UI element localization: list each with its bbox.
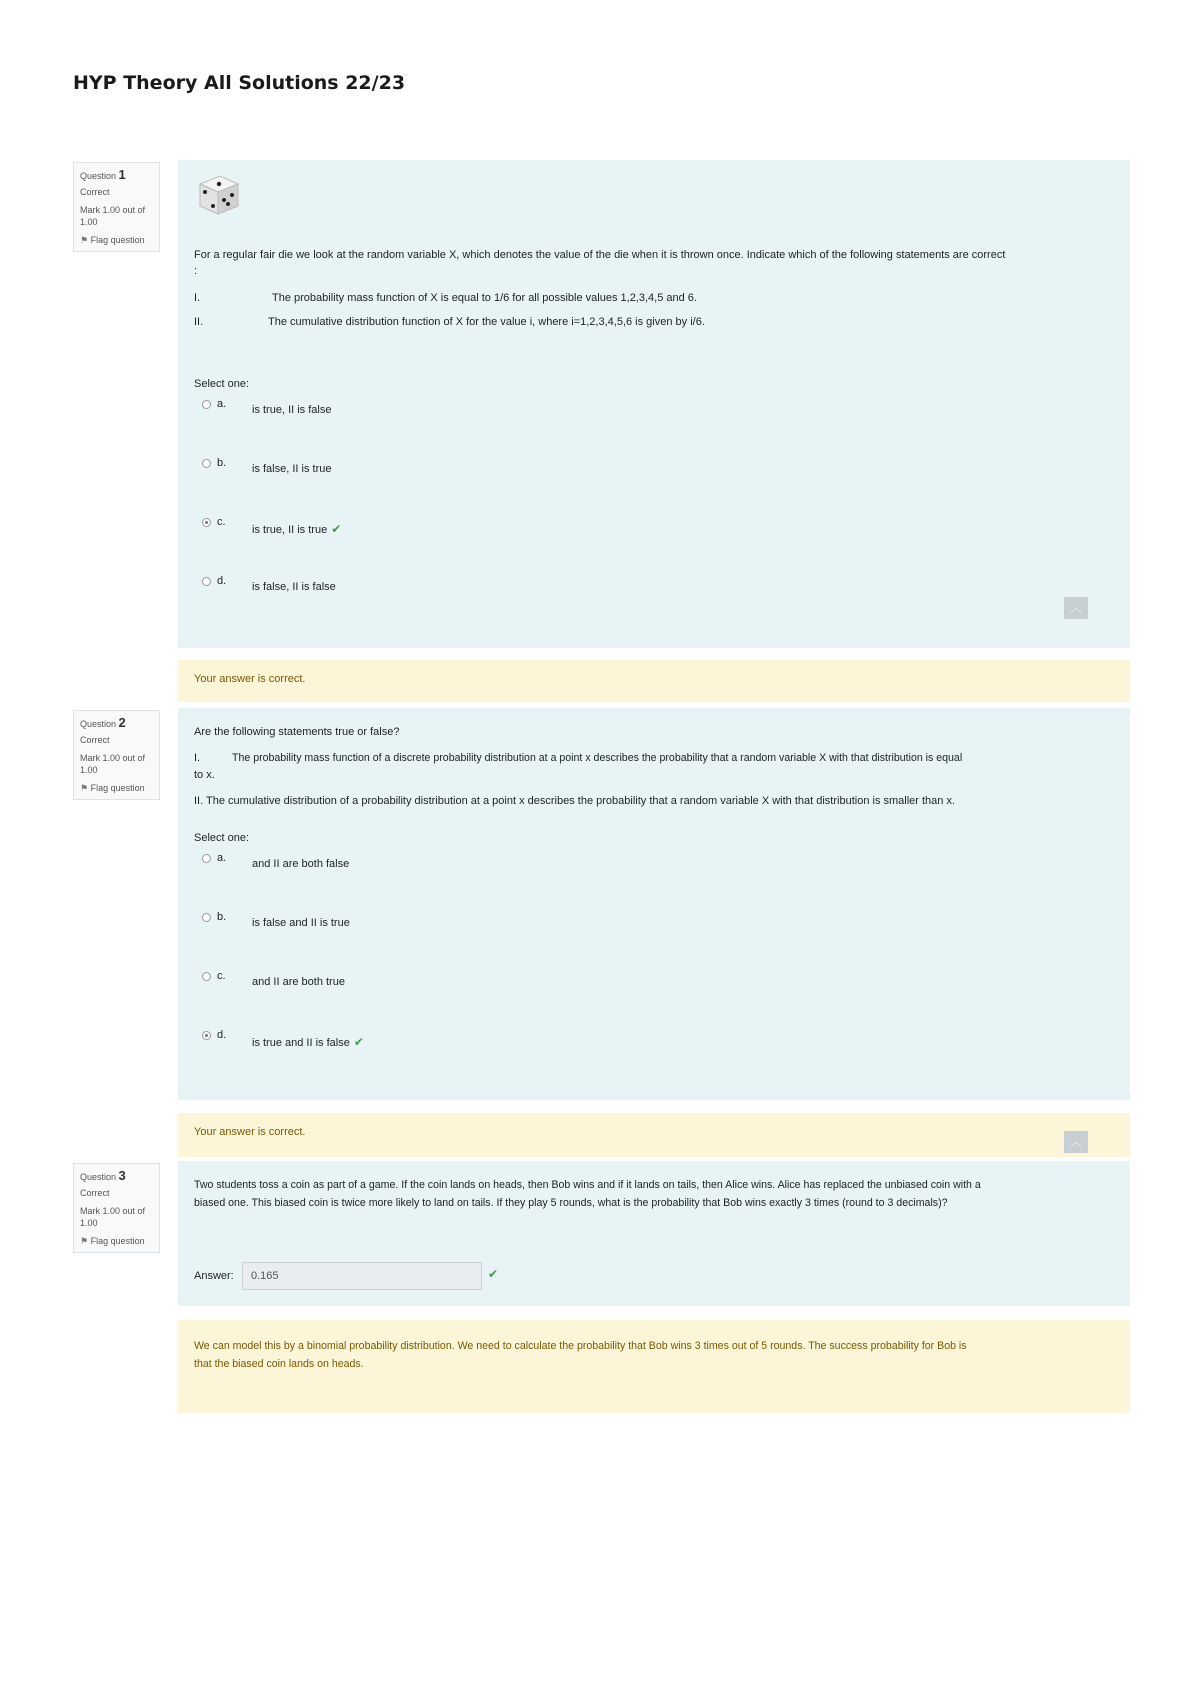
option-text: is true and II is false bbox=[252, 1037, 350, 1049]
flag-question-link[interactable]: ⚑ Flag question bbox=[80, 1236, 145, 1246]
question-info bbox=[73, 710, 160, 800]
radio-button[interactable] bbox=[202, 972, 211, 981]
statement-text: The probability mass function of a discrete probability distribution at a point x describes the probability that a random variable X with that distribution is equal bbox=[232, 752, 963, 764]
statement-numeral: I. bbox=[194, 292, 201, 304]
question-state: Correct bbox=[80, 1188, 110, 1198]
select-one-label: Select one: bbox=[194, 378, 250, 390]
feedback-text: Your answer is correct. bbox=[194, 1126, 306, 1138]
radio-button[interactable] bbox=[202, 854, 211, 863]
answer-option[interactable] bbox=[202, 516, 802, 536]
option-letter: b. bbox=[217, 911, 227, 923]
question-info bbox=[73, 162, 160, 252]
die-image bbox=[194, 170, 242, 218]
option-letter: a. bbox=[217, 398, 227, 410]
option-text: is true, II is false bbox=[252, 404, 332, 416]
answer-option[interactable] bbox=[202, 970, 802, 990]
flag-question-link[interactable]: ⚑ Flag question bbox=[80, 783, 145, 793]
feedback-text-line2: that the biased coin lands on heads. bbox=[194, 1358, 364, 1370]
select-one-label: Select one: bbox=[194, 832, 250, 844]
answer-option[interactable] bbox=[202, 398, 802, 418]
radio-button[interactable] bbox=[202, 913, 211, 922]
check-icon: ✔ bbox=[488, 1267, 499, 1281]
option-letter: a. bbox=[217, 852, 227, 864]
statement-text: The probability mass function of X is equal to 1/6 for all possible values 1,2,3,4,5 and 6. bbox=[272, 292, 697, 304]
check-icon: ✔ bbox=[353, 1035, 364, 1049]
option-text: is false, II is true bbox=[252, 463, 332, 475]
statement-text: II. The cumulative distribution of a probability distribution at a point x describes the probability that a random variable X with that distribution is smaller than x. bbox=[194, 795, 956, 807]
statement-numeral: II. bbox=[194, 316, 204, 328]
flag-icon: ⚑ bbox=[80, 783, 89, 793]
question-number: Question 3 bbox=[80, 1168, 126, 1183]
question-info bbox=[73, 1163, 160, 1253]
scroll-to-top-button[interactable] bbox=[1064, 1131, 1088, 1153]
question-number: Question 2 bbox=[80, 715, 126, 730]
check-icon: ✔ bbox=[331, 522, 342, 536]
flag-question-link[interactable]: ⚑ Flag question bbox=[80, 235, 145, 245]
answer-option[interactable] bbox=[202, 457, 802, 477]
radio-button[interactable] bbox=[202, 400, 211, 409]
answer-option[interactable] bbox=[202, 911, 802, 931]
question-text: Two students toss a coin as part of a game. If the coin lands on heads, then Bob wins and if it lands on tails, then Alice wins. Alice has replaced the unbiased coin with a bbox=[194, 1179, 981, 1191]
radio-button-selected[interactable] bbox=[202, 1031, 211, 1040]
option-text: is false, II is false bbox=[252, 581, 336, 593]
option-text: is true, II is true bbox=[252, 524, 328, 536]
answer-input[interactable] bbox=[242, 1262, 482, 1290]
feedback-box bbox=[178, 1113, 1130, 1157]
feedback-text: We can model this by a binomial probability distribution. We need to calculate the probability that Bob wins 3 times out of 5 rounds. The success probability for Bob is bbox=[194, 1340, 967, 1352]
feedback-text: Your answer is correct. bbox=[194, 673, 306, 685]
chevron-up-icon: ︿ bbox=[1069, 601, 1082, 615]
option-text: and II are both true bbox=[252, 976, 345, 988]
option-text: and II are both false bbox=[252, 858, 350, 870]
question-grade: Mark 1.00 out of 1.00 bbox=[80, 753, 146, 775]
question-number: Question 1 bbox=[80, 167, 126, 182]
option-letter: d. bbox=[217, 575, 227, 587]
question-content bbox=[178, 160, 1130, 648]
question-grade: Mark 1.00 out of 1.00 bbox=[80, 1206, 146, 1228]
option-letter: c. bbox=[217, 970, 226, 982]
question-state: Correct bbox=[80, 187, 110, 197]
question-text-line2: biased one. This biased coin is twice more likely to land on tails. If they play 5 rounds, what is the probability that Bob wins exactly 3 times (round to 3 decimals)? bbox=[194, 1197, 948, 1209]
feedback-box bbox=[178, 660, 1130, 702]
answer-option[interactable] bbox=[202, 1029, 802, 1049]
feedback-box bbox=[178, 1320, 1130, 1413]
option-text: is false and II is true bbox=[252, 917, 350, 929]
answer-option[interactable] bbox=[202, 852, 802, 872]
radio-button[interactable] bbox=[202, 459, 211, 468]
document-title: HYP Theory All Solutions 22/23 bbox=[73, 72, 406, 94]
flag-icon: ⚑ bbox=[80, 235, 89, 245]
question-content bbox=[178, 1161, 1130, 1306]
answer-option[interactable] bbox=[202, 575, 802, 595]
question-content bbox=[178, 708, 1130, 1100]
statement-numeral: I. bbox=[194, 752, 201, 764]
scroll-to-top-button[interactable] bbox=[1064, 597, 1088, 619]
option-letter: c. bbox=[217, 516, 226, 528]
question-text: Are the following statements true or false? bbox=[194, 726, 400, 738]
flag-icon: ⚑ bbox=[80, 1236, 89, 1246]
option-letter: d. bbox=[217, 1029, 227, 1041]
answer-label: Answer: bbox=[194, 1270, 234, 1282]
question-state: Correct bbox=[80, 735, 110, 745]
radio-button[interactable] bbox=[202, 577, 211, 586]
option-letter: b. bbox=[217, 457, 227, 469]
statement-text: The cumulative distribution function of X for the value i, where i=1,2,3,4,5,6 is given by i/6. bbox=[268, 316, 705, 328]
statement-text-tail: to x. bbox=[194, 769, 215, 781]
question-grade: Mark 1.00 out of 1.00 bbox=[80, 205, 146, 227]
question-text: For a regular fair die we look at the random variable X, which denotes the value of the die when it is thrown once. Indicate which of the following statements are correct bbox=[194, 249, 1006, 261]
radio-button-selected[interactable] bbox=[202, 518, 211, 527]
question-text-tail: : bbox=[194, 265, 198, 277]
chevron-up-icon: ︿ bbox=[1069, 1135, 1082, 1149]
